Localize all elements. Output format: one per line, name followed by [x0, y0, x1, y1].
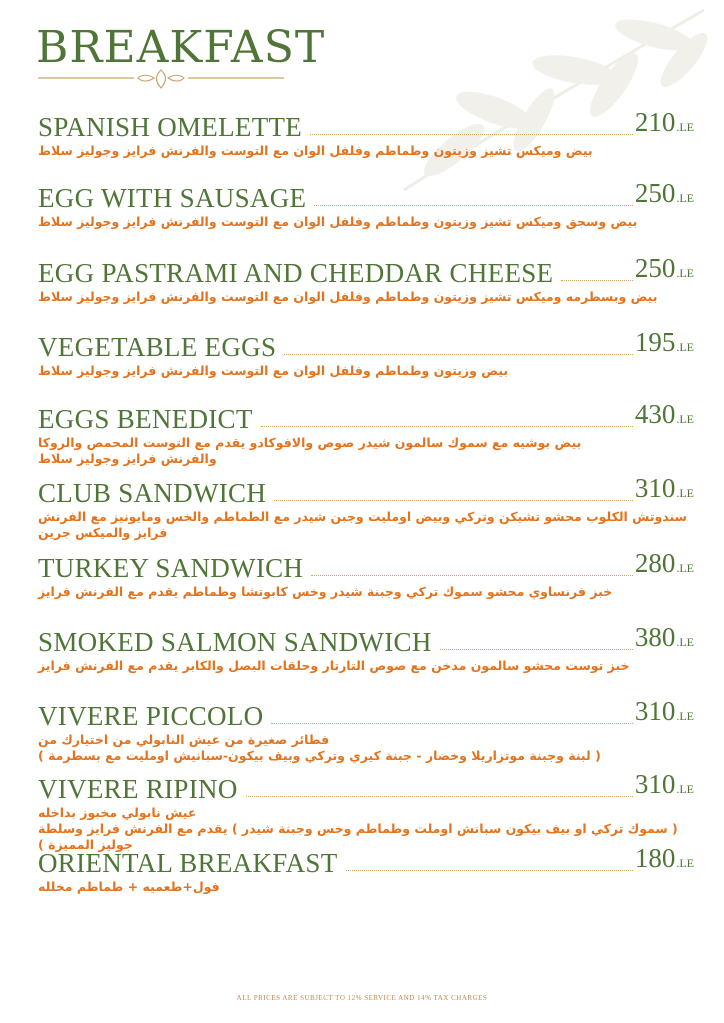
menu-item-price	[635, 622, 694, 657]
description-line: خبز توست محشو سالمون مدخن مع صوص التارتار وحلقات البصل والكابر يقدم مع الفرنش فرايز	[38, 658, 630, 673]
menu-item-price	[635, 843, 694, 878]
price-value: 310	[634, 473, 676, 503]
menu-item-name: EGGS BENEDICT	[38, 404, 253, 434]
menu-item-name: CLUB SANDWICH	[38, 478, 267, 508]
description-line: بيض وزيتون وطماطم وفلفل الوان مع التوست والفرنش فرايز وجوليز سلاط	[38, 363, 509, 378]
menu-item-row	[38, 696, 694, 731]
menu-item-name: VEGETABLE EGGS	[38, 332, 277, 362]
currency-label: LE	[679, 856, 694, 870]
price-value: 180	[634, 843, 676, 873]
menu-item-price	[635, 473, 694, 508]
price-disclaimer: ALL PRICES ARE SUBJECT TO 12% SERVICE AND 14% TAX CHARGES	[236, 994, 488, 1002]
menu-item-name: SMOKED SALMON SANDWICH	[38, 627, 432, 657]
menu-item-price	[635, 178, 694, 213]
price-separator: .	[676, 561, 680, 575]
price-separator: .	[676, 782, 680, 796]
menu-item-description	[38, 435, 698, 467]
menu-item-name: ORIENTAL BREAKFAST	[38, 848, 338, 878]
menu-item	[38, 473, 694, 541]
price-separator: .	[676, 635, 680, 649]
menu-item-description	[38, 658, 698, 674]
price-separator: .	[676, 266, 680, 280]
menu-item-description	[38, 584, 698, 600]
menu-item	[38, 622, 694, 674]
menu-item	[38, 696, 694, 764]
menu-item-description	[38, 143, 698, 159]
menu-item-price	[635, 327, 694, 362]
menu-item-price	[635, 548, 694, 583]
description-line: بيض وبسطرمه وميكس تشيز وزيتون وطماطم وفلفل الوان مع التوست والفرنش فرايز وجوليز سلاط	[38, 289, 658, 304]
currency-label: LE	[679, 635, 694, 649]
menu-item-description	[38, 214, 698, 230]
dotted-leader	[314, 205, 633, 206]
menu-item	[38, 769, 694, 853]
currency-label: LE	[679, 412, 694, 426]
price-value: 310	[634, 769, 676, 799]
menu-item-description	[38, 805, 698, 853]
menu-item-description	[38, 732, 698, 764]
page-title: BREAKFAST	[36, 22, 326, 73]
price-value: 380	[634, 622, 676, 652]
dotted-leader	[274, 500, 633, 501]
price-separator: .	[676, 412, 680, 426]
title-ornament	[36, 68, 286, 90]
currency-label: LE	[679, 782, 694, 796]
dotted-leader	[246, 796, 633, 797]
menu-item	[38, 327, 694, 379]
dotted-leader	[311, 575, 633, 576]
menu-item-description	[38, 879, 698, 895]
dotted-leader	[440, 649, 633, 650]
price-separator: .	[676, 340, 680, 354]
price-separator: .	[676, 191, 680, 205]
dotted-leader	[261, 426, 633, 427]
menu-item	[38, 843, 694, 895]
menu-item	[38, 399, 694, 467]
description-line: بيض بوشيه مع سموك سالمون شيدر صوص والافوكادو يقدم مع التوست المحمص والروكا	[38, 435, 582, 450]
price-separator: .	[676, 120, 680, 134]
menu-item-name: VIVERE PICCOLO	[38, 701, 264, 731]
menu-item-row	[38, 178, 694, 213]
price-separator: .	[676, 709, 680, 723]
dotted-leader	[561, 280, 632, 281]
menu-item-name: VIVERE RIPINO	[38, 774, 238, 804]
menu-item	[38, 178, 694, 230]
description-line: ( سموك تركي او بيف بيكون سبانش اوملت وطماطم وخس وجبنة شيدر ) يقدم مع الفرنش فرايز وسلطة جوليز المميزة )	[38, 821, 678, 852]
menu-item-description	[38, 509, 698, 541]
description-line: فطائر صغيرة من عيش النابولي من اختيارك من	[38, 732, 330, 747]
menu-item-row	[38, 769, 694, 804]
menu-item	[38, 253, 694, 305]
price-separator: .	[676, 856, 680, 870]
menu-item-row	[38, 327, 694, 362]
dotted-leader	[310, 134, 633, 135]
menu-item-name: SPANISH OMELETTE	[38, 112, 303, 142]
price-value: 430	[634, 399, 676, 429]
menu-item-row	[38, 473, 694, 508]
currency-label: LE	[679, 486, 694, 500]
menu-item-price	[635, 769, 694, 804]
description-line: بيض وسجق وميكس تشيز وزيتون وطماطم وفلفل الوان مع التوست والفرنش فرايز وجوليز سلاط	[38, 214, 638, 229]
description-line: والفرنش فرايز وجوليز سلاط	[38, 451, 217, 466]
price-value: 310	[634, 696, 676, 726]
menu-item-row	[38, 107, 694, 142]
description-line: ( لبنة وجبنة موتزاريلا وخضار - جبنة كيري وتركي وبيف بيكون-سبانيش اومليت مع بسطرمة )	[38, 748, 601, 763]
menu-item-name: TURKEY SANDWICH	[38, 553, 304, 583]
menu-item-row	[38, 548, 694, 583]
description-line: بيض وميكس تشيز وزيتون وطماطم وفلفل الوان مع التوست والفرنش فرايز وجوليز سلاط	[38, 143, 593, 158]
menu-item-price	[635, 253, 694, 288]
currency-label: LE	[679, 191, 694, 205]
price-value: 280	[634, 548, 676, 578]
price-separator: .	[676, 486, 680, 500]
dotted-leader	[346, 870, 633, 871]
description-line: خبز فرنساوي محشو سموك تركي وجبنة شيدر وخس كابوتشا وطماطم يقدم مع الفرنش فرايز	[38, 584, 613, 599]
menu-item-row	[38, 622, 694, 657]
currency-label: LE	[679, 709, 694, 723]
description-line: فول+طعميه + طماطم مخلله	[38, 879, 220, 894]
menu-item-price	[635, 696, 694, 731]
price-value: 250	[634, 253, 676, 283]
price-value: 195	[634, 327, 676, 357]
currency-label: LE	[679, 266, 694, 280]
olive-leaf-watermark	[364, 0, 724, 200]
price-value: 210	[634, 107, 676, 137]
currency-label: LE	[679, 561, 694, 575]
menu-item-price	[635, 107, 694, 142]
menu-item-row	[38, 253, 694, 288]
menu-item-name: EGG PASTRAMI AND CHEDDAR CHEESE	[38, 258, 554, 288]
dotted-leader	[271, 723, 632, 724]
price-value: 250	[634, 178, 676, 208]
menu-item-description	[38, 289, 698, 305]
currency-label: LE	[679, 340, 694, 354]
menu-item	[38, 107, 694, 159]
dotted-leader	[284, 354, 633, 355]
menu-item-name: EGG WITH SAUSAGE	[38, 183, 307, 213]
menu-item-row	[38, 399, 694, 434]
menu-item-price	[635, 399, 694, 434]
menu-item-row	[38, 843, 694, 878]
description-line: سندوتش الكلوب محشو تشيكن وتركي وبيض اومليت وجبن شيدر مع الطماطم والخس ومايونيز مع الفرنش فرايز والميكس جرين	[38, 509, 687, 540]
currency-label: LE	[679, 120, 694, 134]
description-line: عيش نابولي مخبوز بداخله	[38, 805, 197, 820]
menu-item-description	[38, 363, 698, 379]
menu-item	[38, 548, 694, 600]
